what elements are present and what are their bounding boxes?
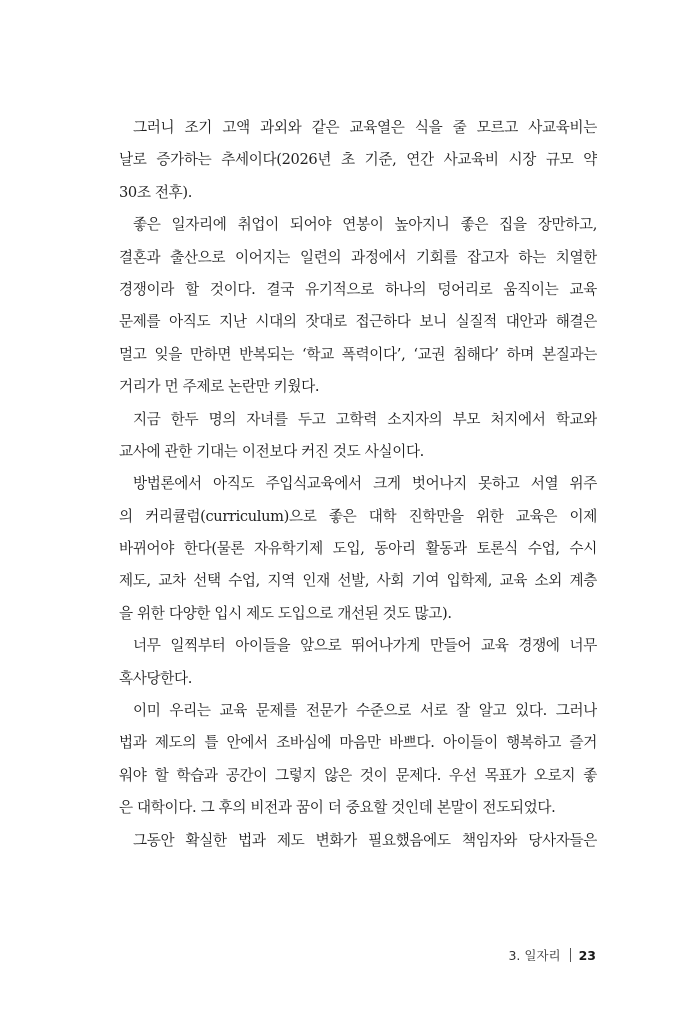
text-line: 문제를 아직도 지난 시대의 잣대로 접근하다 보니 실질적 대안과 해결은 [119, 313, 597, 331]
page-number: 23 [578, 947, 596, 963]
text-line: 결혼과 출산으로 이어지는 일련의 과정에서 기회를 잡고자 하는 치열한 [119, 248, 597, 266]
paragraph [119, 695, 597, 825]
text-line: 거리가 먼 주제로 논란만 키웠다. [119, 378, 320, 396]
body-text [119, 112, 597, 857]
text-line: 의 커리큘럼(curriculum)으로 좋은 대학 진학만을 위한 교육은 이제 [119, 507, 597, 525]
text-line: 법과 제도의 틀 안에서 조바심에 마음만 바쁘다. 아이들이 행복하고 즐거 [119, 734, 597, 752]
text-line: 좋은 일자리에 취업이 되어야 연봉이 높아지니 좋은 집을 장만하고, [133, 216, 597, 234]
text-line: 은 대학이다. 그 후의 비전과 꿈이 더 중요할 것인데 본말이 전도되었다. [119, 799, 556, 817]
chapter-title: 3. 일자리 [508, 948, 561, 963]
footer-divider [570, 948, 571, 962]
text-line: 제도, 교차 선택 수업, 지역 인재 선발, 사회 기여 입학제, 교육 소외 계층 [119, 572, 597, 590]
paragraph [119, 404, 597, 469]
text-line: 멀고 잊을 만하면 반복되는 ‘학교 폭력이다’, ‘교권 침해다’ 하며 본질과는 [119, 345, 597, 363]
paragraph [119, 112, 597, 209]
paragraph [119, 630, 597, 695]
text-line: 바뀌어야 한다(물론 자유학기제 도입, 동아리 활동과 토론식 수업, 수시 [119, 540, 597, 558]
text-line: 방법론에서 아직도 주입식교육에서 크게 벗어나지 못하고 서열 위주 [133, 475, 597, 493]
text-line: 날로 증가하는 추세이다(2026년 초 기준, 연간 사교육비 시장 규모 약 [119, 151, 597, 169]
paragraph [119, 209, 597, 403]
text-line: 교사에 관한 기대는 이전보다 커진 것도 사실이다. [119, 442, 424, 460]
text-line: 혹사당한다. [119, 669, 193, 687]
text-line: 30조 전후). [119, 183, 193, 201]
page-footer [508, 946, 596, 964]
text-line: 워야 할 학습과 공간이 그렇지 않은 것이 문제다. 우선 목표가 오로지 좋 [119, 766, 597, 784]
paragraph [119, 468, 597, 630]
text-line: 지금 한두 명의 자녀를 두고 고학력 소지자의 부모 처지에서 학교와 [133, 410, 597, 428]
text-line: 이미 우리는 교육 문제를 전문가 수준으로 서로 잘 알고 있다. 그러나 [133, 702, 597, 720]
text-line: 그러니 조기 고액 과외와 같은 교육열은 식을 줄 모르고 사교육비는 [133, 119, 597, 136]
text-line: 너무 일찍부터 아이들을 앞으로 뛰어나가게 만들어 교육 경쟁에 너무 [133, 637, 597, 655]
paragraph [119, 825, 597, 857]
text-line: 그동안 확실한 법과 제도 변화가 필요했음에도 책임자와 당사자들은 [133, 831, 597, 849]
text-line: 경쟁이라 할 것이다. 결국 유기적으로 하나의 덩어리로 움직이는 교육 [119, 280, 597, 298]
text-line: 을 위한 다양한 입시 제도 도입으로 개선된 것도 많고). [119, 604, 452, 622]
